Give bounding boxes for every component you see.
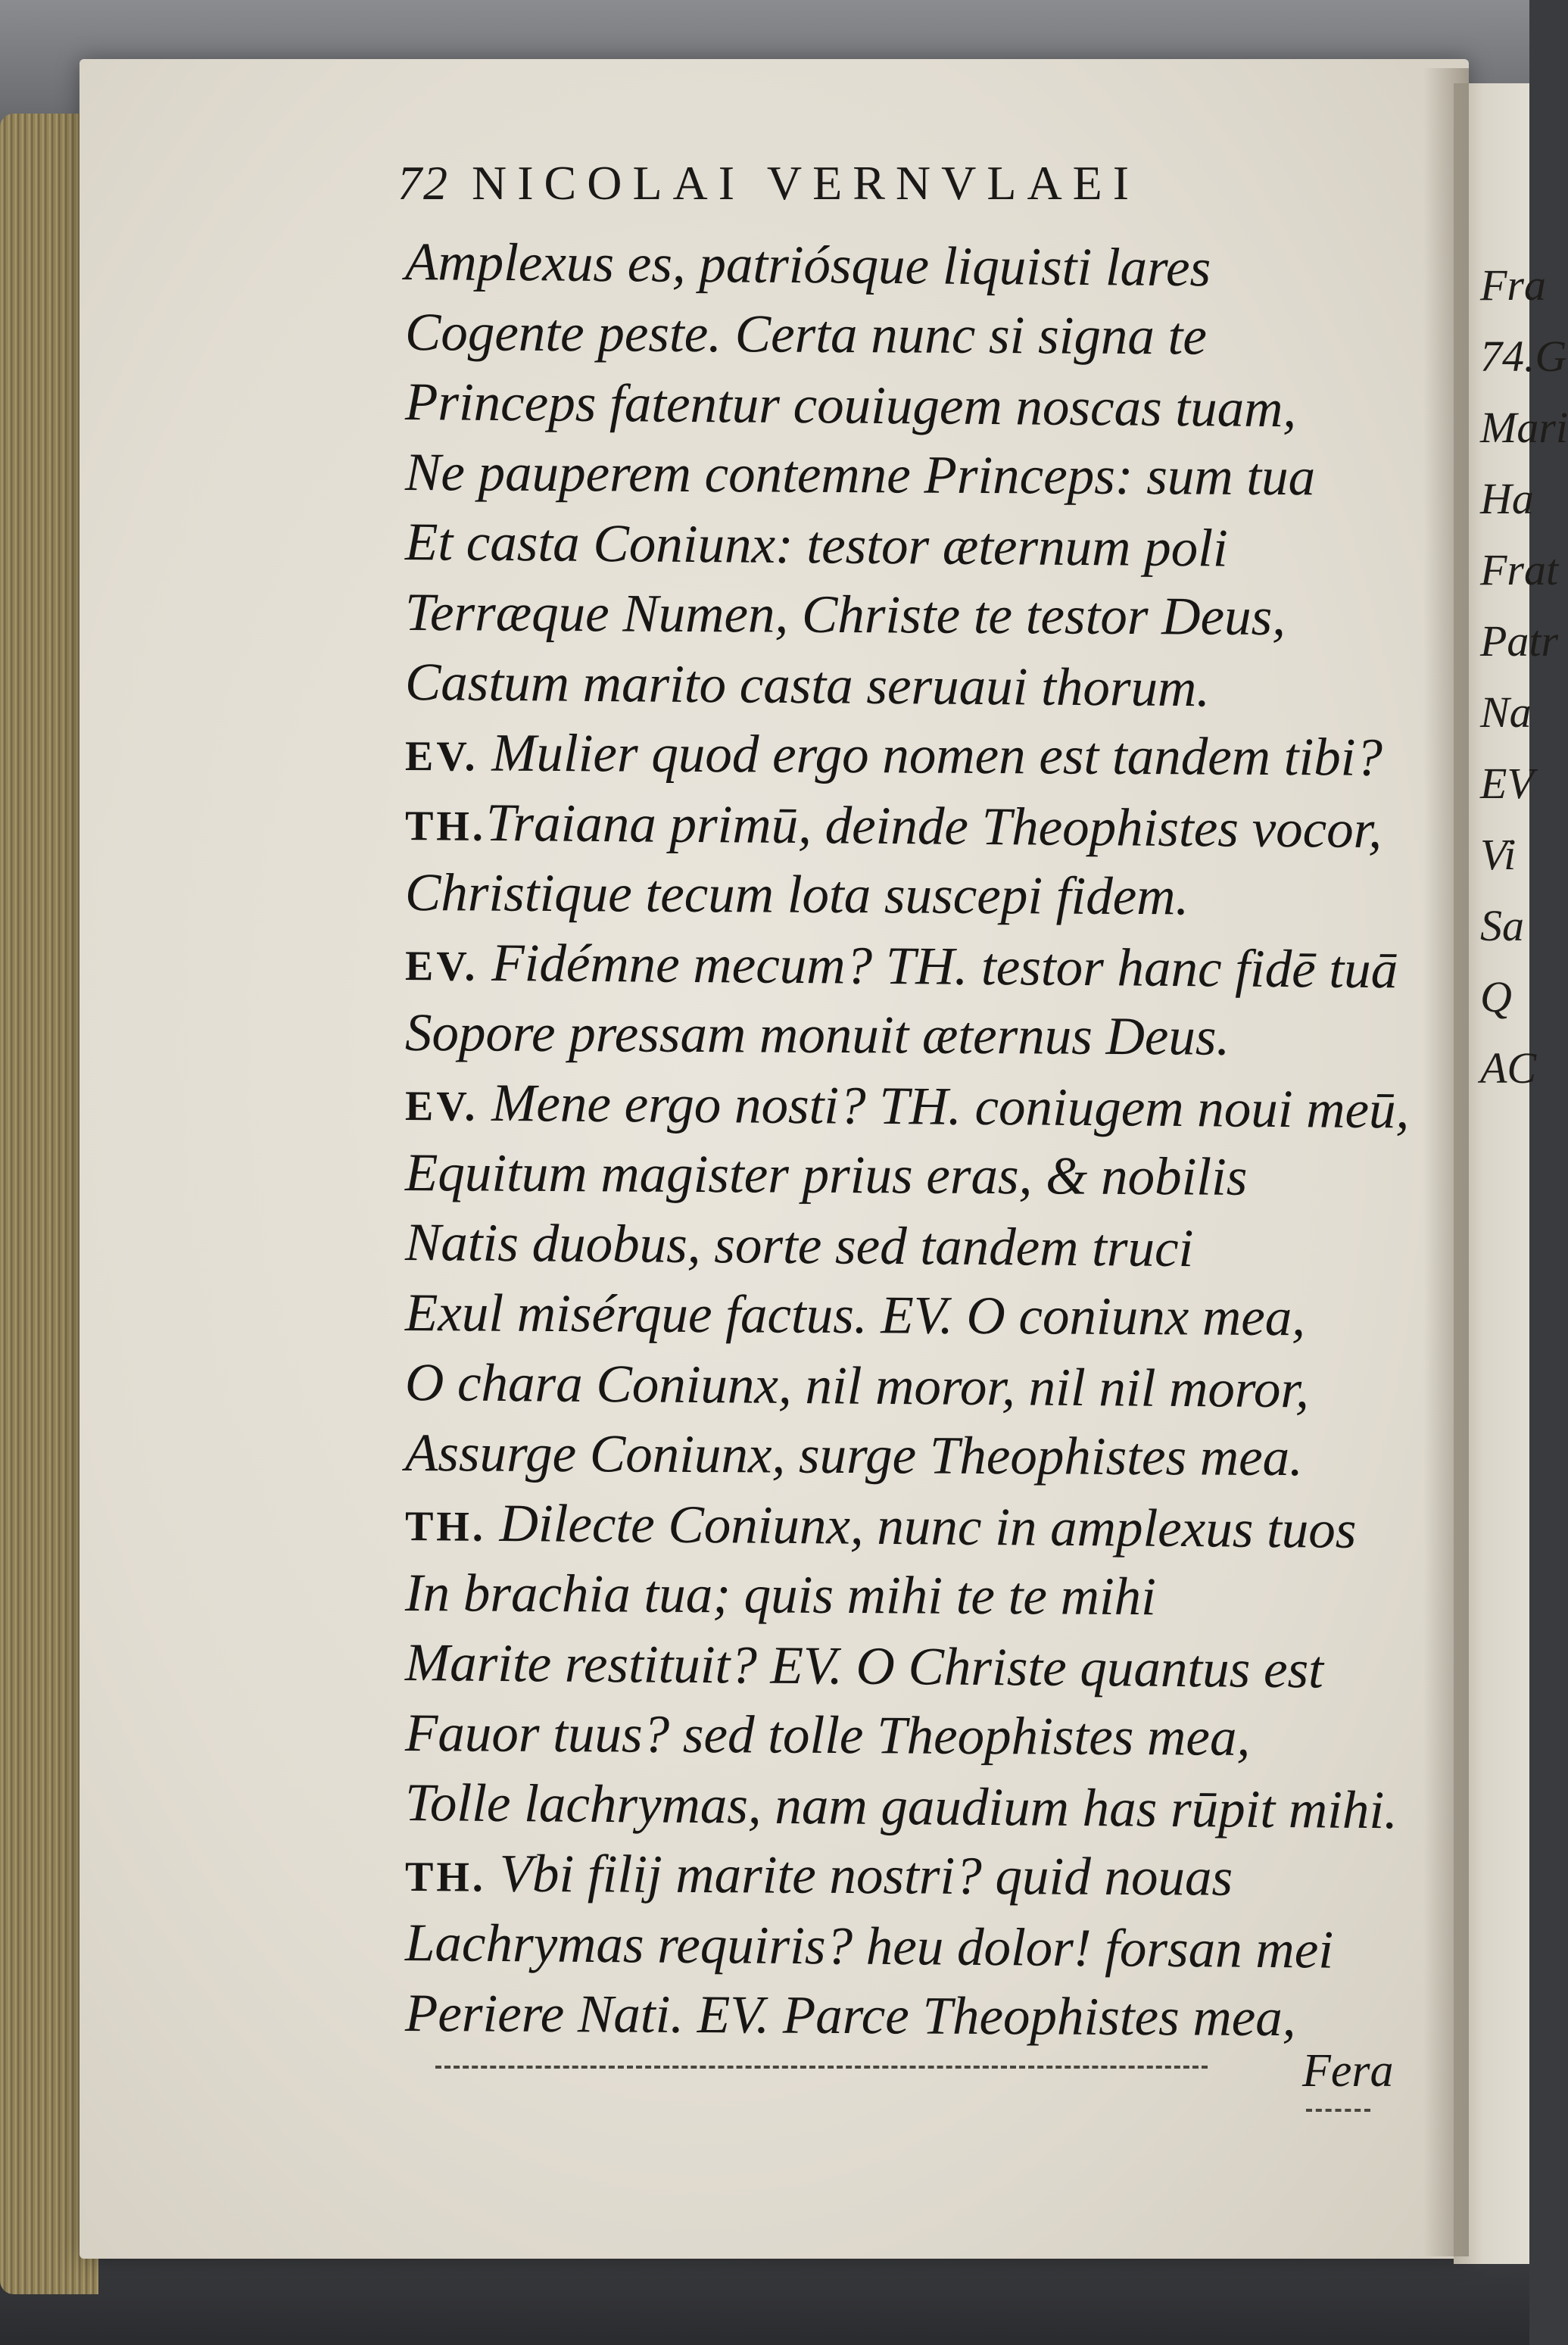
right-page-fragment: 74.G [1480,332,1567,381]
verse-text: Tolle lachrymas, nam gaudium has rūpit mihi. [404,1773,1398,1841]
verse-text: Equitum magister prius eras, & nobilis [404,1143,1248,1207]
verse-text: Periere Nati. EV. Parce Theophistes mea, [404,1983,1296,2047]
text-line [405,1558,1404,1633]
right-page-fragment: Frat [1480,545,1559,594]
verse-text: In brachia tua; quis mihi te te mihi [404,1563,1157,1626]
verse-text: Princeps fatentur couiugem noscas tuam, [404,373,1297,439]
verse-text: Exul misérque factus. EV. O coniunx mea, [404,1283,1306,1347]
right-page-fragment: Mari [1480,403,1568,452]
verse-text: Fauor tuus? sed tolle Theophistes mea, [404,1703,1251,1767]
right-page-fragment: Ha [1480,474,1534,523]
verse-text: Dilecte Coniunx, nunc in amplexus tuos [485,1493,1357,1560]
text-line [405,227,1405,305]
text-line [405,718,1404,793]
verse-text: Terræque Numen, Christe te testor Deus, [404,582,1286,647]
right-page-fragment: Fra [1480,260,1546,310]
right-page-fragment: AC [1480,1043,1537,1093]
right-page-fragment: EV [1480,759,1534,808]
verse-text: Amplexus es, patriósque liquisti lares [404,232,1211,298]
text-line [405,578,1404,653]
verse-text: Et casta Coniunx: testor æternum poli [404,513,1228,578]
catchword-rule [1306,2109,1370,2112]
speaker-label: EV. [404,943,479,990]
text-line [405,1838,1404,1913]
text-line [405,998,1404,1073]
text-line [405,928,1405,1006]
text-line [405,1278,1404,1353]
page-number: 72 [397,156,449,210]
right-page-fragment: Patr [1480,616,1559,666]
right-page-fragment: Na [1480,688,1532,737]
bottom-rule [435,2066,1208,2069]
catchword: Fera [1302,2045,1394,2097]
text-line [405,1138,1404,1213]
verse-text: Christique tecum lota suscepi fidem. [404,862,1189,926]
right-page-fragment: Sa [1480,901,1524,950]
speaker-label: TH. [404,803,487,850]
book-gutter [1423,68,1469,2256]
text-line [404,1068,1410,1146]
text-line [405,1488,1405,1566]
text-line [405,1908,1405,1986]
right-page-text [1480,250,1568,1104]
verse-text: Mulier quod ergo nomen est tandem tibi? [478,723,1383,787]
verse-text: Castum marito casta seruaui thorum. [404,653,1211,719]
text-line [405,1418,1404,1493]
verse-text: Mene ergo nosti? TH. coniugem noui meū, [478,1073,1410,1140]
text-line [405,507,1405,585]
verse-text: Natis duobus, sorte sed tandem truci [404,1213,1194,1279]
verse-text: Vbi filij marite nostri? quid nouas [485,1844,1233,1907]
text-line [405,298,1404,373]
text-line [405,367,1405,445]
page-text [404,227,1410,2048]
text-line [405,1768,1405,1846]
verse-text: O chara Coniunx, nil moror, nil nil moror, [404,1353,1310,1420]
text-line [405,858,1404,933]
verse-text: Traiana primū, deinde Theophistes vocor, [485,793,1383,860]
text-line [405,438,1404,513]
speaker-label: TH. [404,1503,487,1551]
text-line [405,1628,1405,1706]
text-line [405,647,1405,725]
running-title: NICOLAI VERNVLAEI [472,156,1140,210]
text-line [405,1208,1405,1286]
verse-text: Sopore pressam monuit æternus Deus. [404,1003,1230,1067]
verse-text: Lachrymas requiris? heu dolor! forsan mei [404,1913,1334,1980]
text-line [405,787,1405,865]
text-line [405,1698,1404,1773]
verse-text: Marite restituit? EV. O Christe quantus est [404,1633,1324,1700]
running-header [397,155,1306,223]
verse-text: Assurge Coniunx, surge Theophistes mea. [404,1423,1304,1487]
verse-text: Cogente peste. Certa nunc si signa te [404,302,1208,366]
speaker-label: EV. [404,1083,479,1130]
text-line [405,1979,1404,2053]
verse-text: Fidémne mecum? TH. testor hanc fidē tuā [478,933,1398,1000]
speaker-label: EV. [404,732,479,781]
right-page-fragment: Vi [1480,830,1517,879]
right-page-fragment: Q [1480,972,1512,1021]
text-line [405,1348,1405,1426]
speaker-label: TH. [404,1853,487,1901]
verse-text: Ne pauperem contemne Princeps: sum tua [404,442,1316,507]
